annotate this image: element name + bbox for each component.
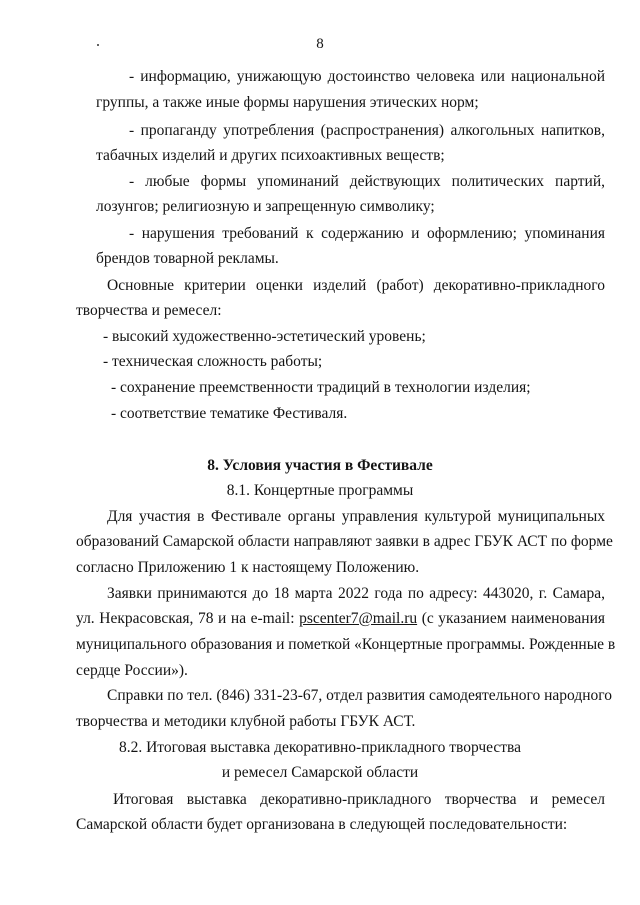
criteria-intro-line-1: Основные критерии оценки изделий (работ) декоративно-прикладного <box>107 277 605 294</box>
paragraph-1-line-3: согласно Приложению 1 к настоящему Положению. <box>76 559 420 576</box>
paragraph-1-line-1: Для участия в Фестивале органы управления культурой муниципальных <box>107 508 605 525</box>
paragraph-3-line-1: Справки по тел. (846) 331-23-67, отдел развития самодеятельного народного <box>107 687 612 704</box>
criteria-item: - техническая сложность работы; <box>103 353 323 370</box>
prohibition-item-3-line-1: - любые формы упоминаний действующих политических партий, <box>129 173 605 190</box>
prohibition-item-1-line-1: - информацию, унижающую достоинство человека или национальной <box>129 68 605 85</box>
paragraph-2-line-2-start: ул. Некрасовская, 78 и на e-mail: <box>76 610 300 627</box>
prohibition-item-4-line-2: брендов товарной рекламы. <box>96 250 279 267</box>
paragraph-4-line-1: Итоговая выставка декоративно-прикладного творчества и ремесел <box>113 791 605 808</box>
prohibition-item-4-line-1: - нарушения требований к содержанию и оформлению; упоминания <box>129 225 605 242</box>
criteria-item: - высокий художественно-эстетический уровень; <box>103 328 426 345</box>
prohibition-item-3-line-2: лозунгов; религиозную и запрещенную символику; <box>96 198 435 215</box>
prohibition-item-2-line-1: - пропаганду употребления (распространения) алкогольных напитков, <box>129 122 605 139</box>
criteria-intro-line-2: творчества и ремесел: <box>76 302 222 319</box>
criteria-item: - сохранение преемственности традиций в технологии изделия; <box>111 379 531 396</box>
paragraph-3-line-2: творчества и методики клубной работы ГБУК АСТ. <box>76 713 416 730</box>
paragraph-1-line-2: образований Самарской области направляют заявки в адрес ГБУК АСТ по форме <box>76 533 613 550</box>
paragraph-2-line-3: муниципального образования и пометкой «Концертные программы. Рожденные в <box>76 636 616 653</box>
criteria-item: - соответствие тематике Фестиваля. <box>111 405 348 422</box>
prohibition-item-2-line-2: табачных изделий и других психоактивных веществ; <box>96 147 445 164</box>
paragraph-2-line-2 <box>76 609 605 629</box>
paragraph-2-line-1: Заявки принимаются до 18 марта 2022 года по адресу: 443020, г. Самара, <box>107 585 605 602</box>
page-number: 8 <box>316 36 324 52</box>
prohibition-item-1-line-2: группы, а также иные формы нарушения этических норм; <box>96 94 479 111</box>
email-link[interactable]: pscenter7@mail.ru <box>299 610 418 627</box>
subsection-heading-8-2-line-1: 8.2. Итоговая выставка декоративно-прикладного творчества <box>118 739 522 756</box>
paragraph-4-line-2: Самарской области будет организована в следующей последовательности: <box>76 816 568 833</box>
paragraph-2-line-2-end: (с указанием наименования <box>417 610 605 627</box>
subsection-heading-8-2-line-2: и ремесел Самарской области <box>221 764 419 781</box>
section-heading: 8. Условия участия в Фестивале <box>207 457 433 474</box>
paragraph-2-line-4: сердце России»). <box>76 662 188 679</box>
scan-speck <box>97 44 99 46</box>
subsection-heading-8-1: 8.1. Концертные программы <box>226 482 414 499</box>
